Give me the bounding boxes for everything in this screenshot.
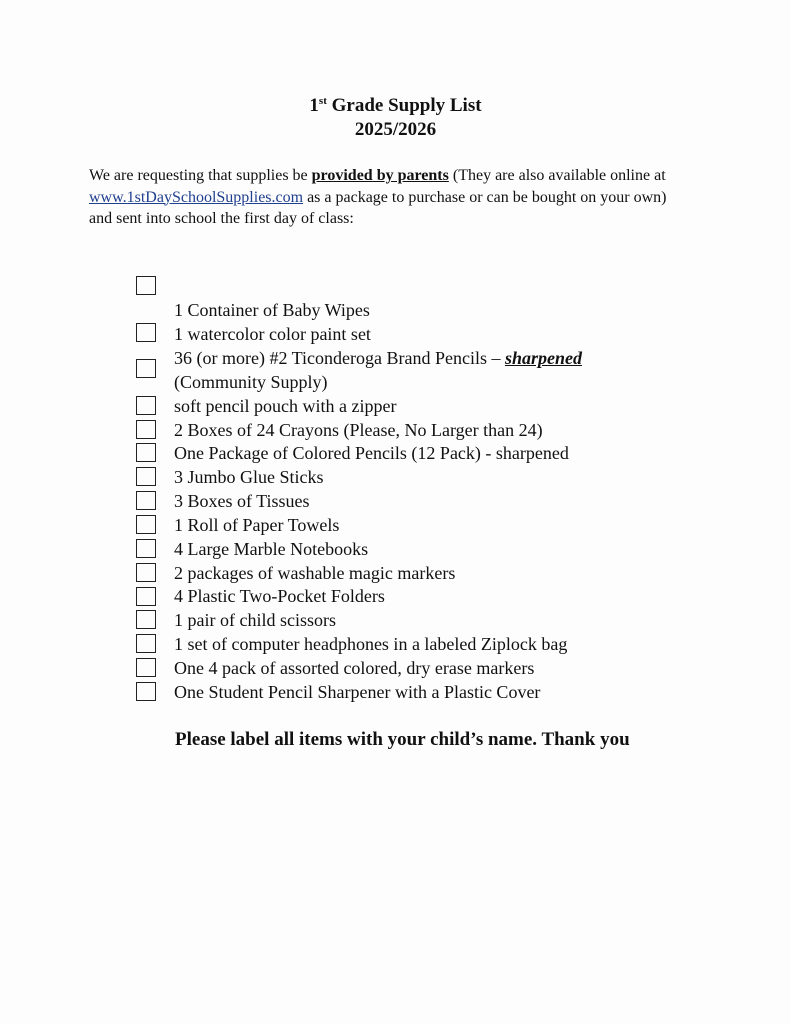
checkbox-1[interactable]	[136, 276, 156, 295]
list-item: 3 Boxes of Tissues	[174, 491, 310, 511]
ordinal-suffix: st	[318, 95, 327, 107]
list-item: 1 set of computer headphones in a labeled Ziplock bag	[174, 634, 568, 654]
list-item: 4 Plastic Two-Pocket Folders	[174, 586, 385, 606]
checkbox-5[interactable]	[136, 420, 156, 439]
checkbox-3[interactable]	[136, 359, 156, 378]
list-item: (Community Supply)	[174, 372, 328, 392]
list-item: One Package of Colored Pencils (12 Pack) - sharpened	[174, 443, 569, 463]
list-item: 1 pair of child scissors	[174, 610, 336, 630]
school-year: 2025/2026	[354, 119, 437, 140]
supplier-link[interactable]: www.1stDaySchoolSupplies.com	[89, 188, 304, 206]
list-item: 1 Container of Baby Wipes	[174, 300, 370, 320]
list-item: 1 Roll of Paper Towels	[174, 515, 340, 535]
checkbox-11[interactable]	[136, 563, 156, 582]
list-item: 4 Large Marble Notebooks	[174, 539, 369, 559]
list-item: 1 watercolor color paint set	[174, 324, 371, 344]
list-item: One 4 pack of assorted colored, dry erase markers	[174, 658, 535, 678]
checkbox-10[interactable]	[136, 539, 156, 558]
checkbox-2[interactable]	[136, 323, 156, 342]
list-item: 36 (or more) #2 Ticonderoga Brand Pencils – sharpened	[174, 348, 582, 368]
list-item: 3 Jumbo Glue Sticks	[174, 467, 324, 487]
sharpened-emphasis: sharpened	[504, 348, 582, 368]
checkbox-7[interactable]	[136, 467, 156, 486]
checkbox-9[interactable]	[136, 515, 156, 534]
checkbox-13[interactable]	[136, 610, 156, 629]
checkbox-4[interactable]	[136, 396, 156, 415]
checkbox-8[interactable]	[136, 491, 156, 510]
checkbox-15[interactable]	[136, 658, 156, 677]
page-title: 1st Grade Supply List	[309, 95, 482, 116]
list-item: One Student Pencil Sharpener with a Plastic Cover	[174, 682, 541, 702]
checkbox-16[interactable]	[136, 682, 156, 701]
provided-by-parents: provided by parents	[311, 167, 449, 184]
intro-paragraph: We are requesting that supplies be provided by parents (They are also available online at www.1stDaySchoolSupplies.com as a package to purchase or can be bought on your own) and sent into school the first day of class:	[89, 167, 667, 227]
footer-note: Please label all items with your child’s name. Thank you	[175, 729, 630, 750]
checkbox-14[interactable]	[136, 634, 156, 653]
checkbox-6[interactable]	[136, 443, 156, 462]
list-item: 2 packages of washable magic markers	[174, 563, 456, 583]
list-item: 2 Boxes of 24 Crayons (Please, No Larger than 24)	[174, 420, 543, 440]
list-item: soft pencil pouch with a zipper	[174, 396, 397, 416]
checkbox-12[interactable]	[136, 587, 156, 606]
